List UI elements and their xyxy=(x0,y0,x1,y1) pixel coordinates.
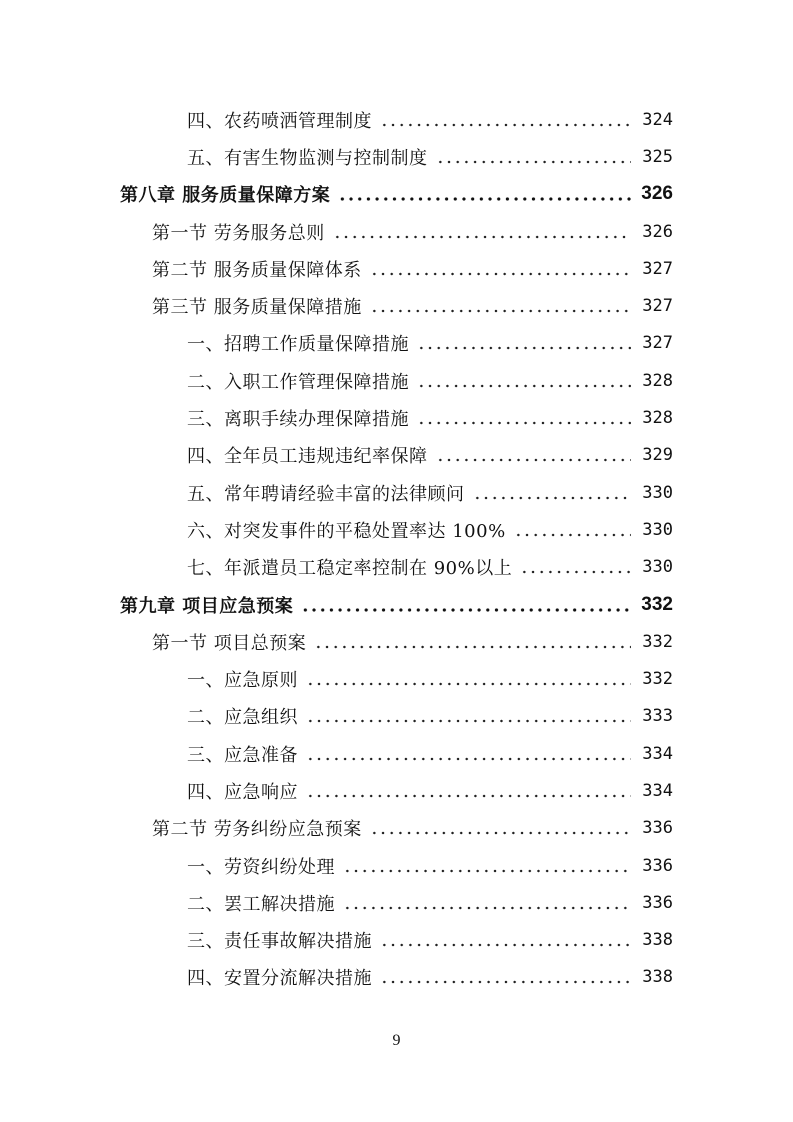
toc-entry-item[interactable] xyxy=(0,101,793,138)
toc-entry-page: 330 xyxy=(642,519,673,540)
toc-entry-page: 334 xyxy=(642,780,673,801)
toc-entry-title: 七、年派遣员工稳定率控制在 90%以上 xyxy=(187,558,513,580)
toc-entry-item[interactable] xyxy=(0,847,793,884)
toc-entry-page: 330 xyxy=(642,557,673,578)
toc-entry-page: 328 xyxy=(642,370,673,391)
dot-leader xyxy=(306,794,631,798)
toc-entry-page: 338 xyxy=(642,967,673,988)
toc-entry-item[interactable] xyxy=(0,474,793,511)
toc-entry-section[interactable] xyxy=(0,213,793,250)
toc-entry-title: 四、全年员工违规违纪率保障 xyxy=(187,446,428,468)
dot-leader xyxy=(436,160,632,164)
toc-entry-title: 三、责任事故解决措施 xyxy=(187,931,372,953)
toc-entry-page: 327 xyxy=(642,258,673,279)
toc-entry-title: 五、有害生物监测与控制制度 xyxy=(187,147,428,169)
toc-entry-page: 326 xyxy=(641,183,673,205)
toc-entry-page: 334 xyxy=(642,743,673,764)
toc-entry-page: 330 xyxy=(642,482,673,503)
toc-entry-item[interactable] xyxy=(0,735,793,772)
dot-leader xyxy=(417,346,631,350)
toc-entry-title: 一、劳资纠纷处理 xyxy=(187,856,335,878)
toc-entry-item[interactable] xyxy=(0,772,793,809)
toc-entry-title: 第二节 劳务纠纷应急预案 xyxy=(152,819,362,841)
toc-entry-title: 四、农药喷洒管理制度 xyxy=(187,110,372,132)
dot-leader xyxy=(370,831,631,835)
toc-entry-item[interactable] xyxy=(0,884,793,921)
toc-entry-item[interactable] xyxy=(0,549,793,586)
dot-leader xyxy=(306,757,631,761)
toc-entry-item[interactable] xyxy=(0,511,793,548)
toc-entry-page: 338 xyxy=(642,930,673,951)
dot-leader xyxy=(380,123,631,127)
dot-leader xyxy=(343,906,631,910)
toc-entry-section[interactable] xyxy=(0,287,793,324)
toc-entry-title: 二、应急组织 xyxy=(187,707,298,729)
toc-entry-title: 一、招聘工作质量保障措施 xyxy=(187,334,409,356)
toc-entry-page: 325 xyxy=(642,146,673,167)
toc-entry-section[interactable] xyxy=(0,810,793,847)
toc-entry-page: 332 xyxy=(642,631,673,652)
dot-leader xyxy=(380,980,631,984)
toc-entry-chapter[interactable] xyxy=(0,176,793,213)
toc-entry-page: 327 xyxy=(642,296,673,317)
toc-entry-item[interactable] xyxy=(0,437,793,474)
dot-leader xyxy=(343,869,631,873)
toc-entry-section[interactable] xyxy=(0,623,793,660)
toc-entry-title: 三、应急准备 xyxy=(187,744,298,766)
toc-entry-chapter[interactable] xyxy=(0,586,793,623)
dot-leader xyxy=(417,384,631,388)
toc-entry-page: 327 xyxy=(642,333,673,354)
toc-entry-title: 第八章 服务质量保障方案 xyxy=(120,185,331,207)
toc-entry-page: 332 xyxy=(642,669,673,690)
toc-entry-page: 324 xyxy=(642,109,673,130)
toc-entry-title: 二、罢工解决措施 xyxy=(187,893,335,915)
toc-entry-page: 333 xyxy=(642,706,673,727)
page-number: 9 xyxy=(392,1032,401,1049)
toc-entry-title: 四、应急响应 xyxy=(187,781,298,803)
toc-entry-title: 一、应急原则 xyxy=(187,670,298,692)
toc-entry-item[interactable] xyxy=(0,138,793,175)
toc-entry-page: 328 xyxy=(642,408,673,429)
toc-entry-title: 六、对突发事件的平稳处置率达 100% xyxy=(187,520,506,542)
toc-entry-page: 336 xyxy=(642,818,673,839)
dot-leader xyxy=(514,533,631,537)
table-of-contents xyxy=(0,101,793,996)
toc-entry-title: 第一节 项目总预案 xyxy=(152,632,307,654)
toc-entry-page: 336 xyxy=(642,855,673,876)
toc-entry-page: 326 xyxy=(642,221,673,242)
toc-entry-item[interactable] xyxy=(0,325,793,362)
toc-entry-title: 五、常年聘请经验丰富的法律顾问 xyxy=(187,483,465,505)
dot-leader xyxy=(436,458,632,462)
toc-entry-page: 336 xyxy=(642,892,673,913)
toc-entry-item[interactable] xyxy=(0,399,793,436)
toc-entry-title: 第一节 劳务服务总则 xyxy=(152,222,325,244)
toc-entry-section[interactable] xyxy=(0,250,793,287)
toc-entry-item[interactable] xyxy=(0,362,793,399)
dot-leader xyxy=(520,570,631,574)
dot-leader xyxy=(380,943,631,947)
dot-leader xyxy=(333,235,631,239)
dot-leader xyxy=(370,272,631,276)
dot-leader xyxy=(301,608,631,612)
toc-entry-title: 第九章 项目应急预案 xyxy=(120,595,294,617)
toc-entry-item[interactable] xyxy=(0,698,793,735)
dot-leader xyxy=(370,309,631,313)
toc-entry-item[interactable] xyxy=(0,959,793,996)
dot-leader xyxy=(314,645,631,649)
toc-entry-title: 二、入职工作管理保障措施 xyxy=(187,371,409,393)
dot-leader xyxy=(338,197,631,201)
toc-entry-page: 329 xyxy=(642,445,673,466)
toc-entry-page: 332 xyxy=(641,593,673,615)
dot-leader xyxy=(473,496,632,500)
toc-entry-item[interactable] xyxy=(0,922,793,959)
dot-leader xyxy=(306,719,631,723)
toc-entry-title: 四、安置分流解决措施 xyxy=(187,968,372,990)
toc-entry-title: 第三节 服务质量保障措施 xyxy=(152,297,362,319)
toc-entry-item[interactable] xyxy=(0,660,793,697)
toc-entry-title: 三、离职手续办理保障措施 xyxy=(187,409,409,431)
toc-entry-title: 第二节 服务质量保障体系 xyxy=(152,259,362,281)
dot-leader xyxy=(306,682,631,686)
dot-leader xyxy=(417,421,631,425)
